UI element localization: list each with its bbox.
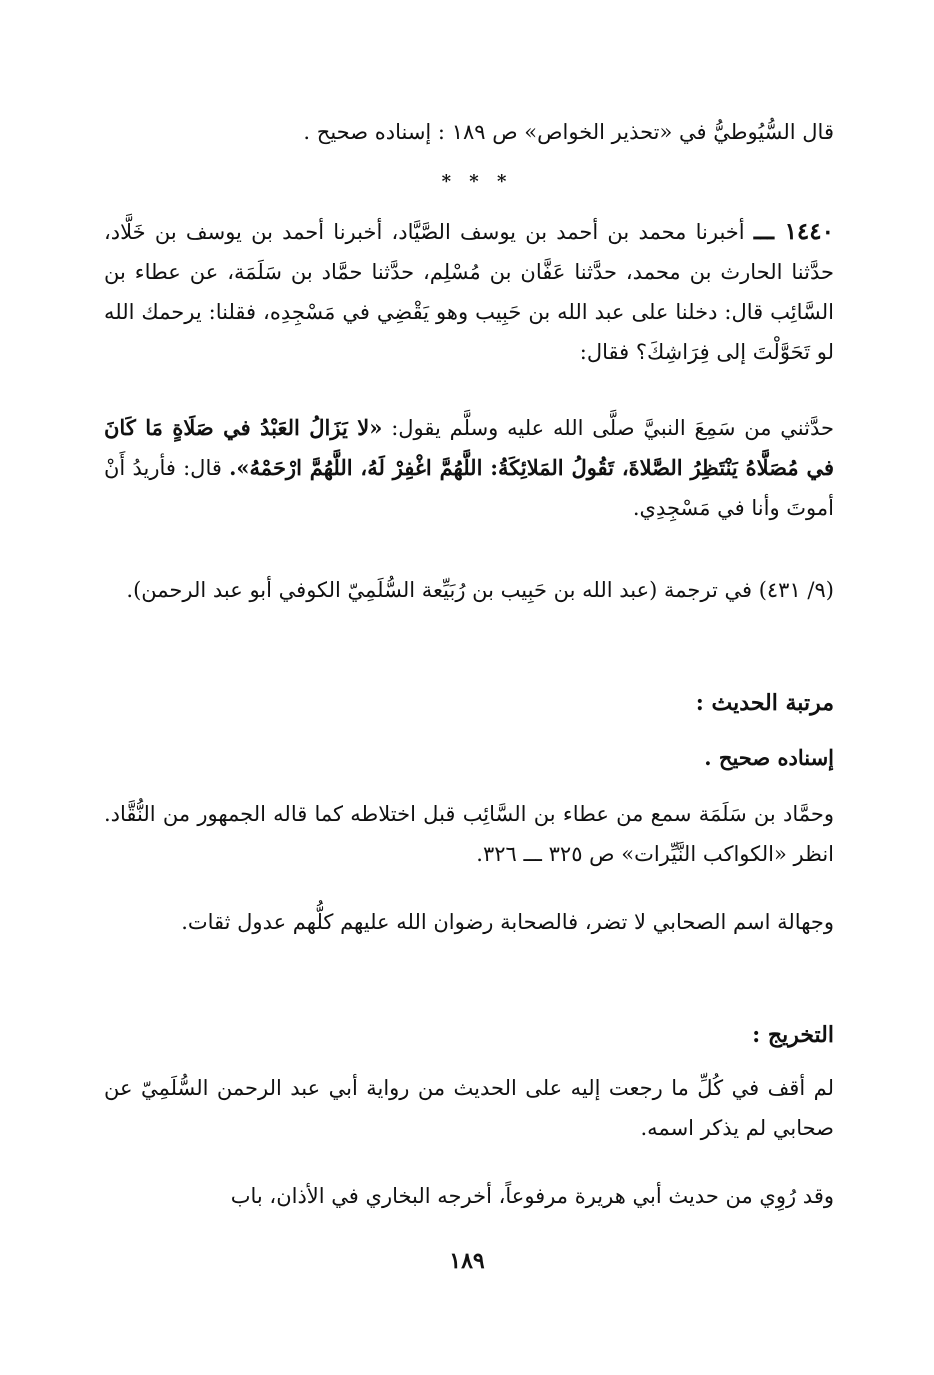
hadith-text-end: قال: فأريدُ أَنْ أموتَ وأنا في مَسْجِدِي.: [104, 456, 834, 520]
hadith-text-paragraph: [104, 408, 834, 528]
takhrij-paragraph-1: لم أقف في كُلِّ ما رجعت إليه على الحديث من رواية أبي عبد الرحمن السُّلَمِيّ عن صحابي لم يذكر اسمه.: [104, 1076, 834, 1140]
takhrij-paragraph-2: وقد رُوِي من حديث أبي هريرة مرفوعاً، أخرجه البخاري في الأذان، باب: [230, 1184, 834, 1208]
hadith-chain-paragraph: [104, 212, 834, 372]
hadith-text-bold: «لا يَزَالُ العَبْدُ في صَلَاةٍ مَا كَانَ في مُصَلَّاهُ يَنْتَظِرُ الصَّلاةَ، تَقُولُ المَلائِكَةُ: اللَّهُمَّ اغْفِرْ لَهُ، اللَّهُمَّ ارْحَمْهُ».: [104, 415, 834, 480]
hadith-text-intro: حدَّثني من سَمِعَ النبيَّ صلَّى الله عليه وسلَّم يقول:: [391, 416, 834, 440]
hadith-reference: (٩/ ٤٣١) في ترجمة (عبد الله بن حَبِيب بن رُبَيِّعة السُّلَمِيّ الكوفي أبو عبد الرحمن).: [126, 578, 834, 602]
intro-line: قال السُّيُوطيُّ في «تحذير الخواص» ص ١٨٩ : إسناده صحيح .: [303, 120, 834, 144]
section-separator: * * *: [441, 171, 513, 192]
grade-verdict: إسناده صحيح .: [704, 745, 834, 770]
grade-note-1: وحمَّاد بن سَلَمَة سمع من عطاء بن السَّائِب قبل اختلاطه كما قاله الجمهور من النُّقَّاد. انظر «الكواكب النَّيِّرات» ص ٣٢٥ ـــ ٣٢٦.: [104, 802, 834, 866]
page-number: ١٨٩: [449, 1248, 485, 1274]
hadith-number: ١٤٤٠ ـــ: [753, 218, 834, 245]
hadith-chain: أخبرنا محمد بن أحمد بن يوسف الصَّيَّاد، أخبرنا أحمد بن يوسف بن خَلَّاد، حدَّثنا الحارث بن محمد، حدَّثنا عَفَّان بن مُسْلِم، حدَّثنا حمَّاد بن سَلَمَة، عن عطاء بن السَّائِب قال: دخلنا على عبد الله بن حَبِيب وهو يَقْضِي في مَسْجِدِه، فقلنا: يرحمك الله لو تَحَوَّلْتَ إلى فِرَاشِكَ؟ فقال:: [104, 220, 834, 364]
grade-heading: مرتبة الحديث :: [695, 690, 834, 716]
takhrij-heading: التخريج :: [752, 1022, 834, 1048]
grade-note-2: وجهالة اسم الصحابي لا تضر، فالصحابة رضوان الله عليهم كلُّهم عدول ثقات.: [181, 910, 834, 934]
